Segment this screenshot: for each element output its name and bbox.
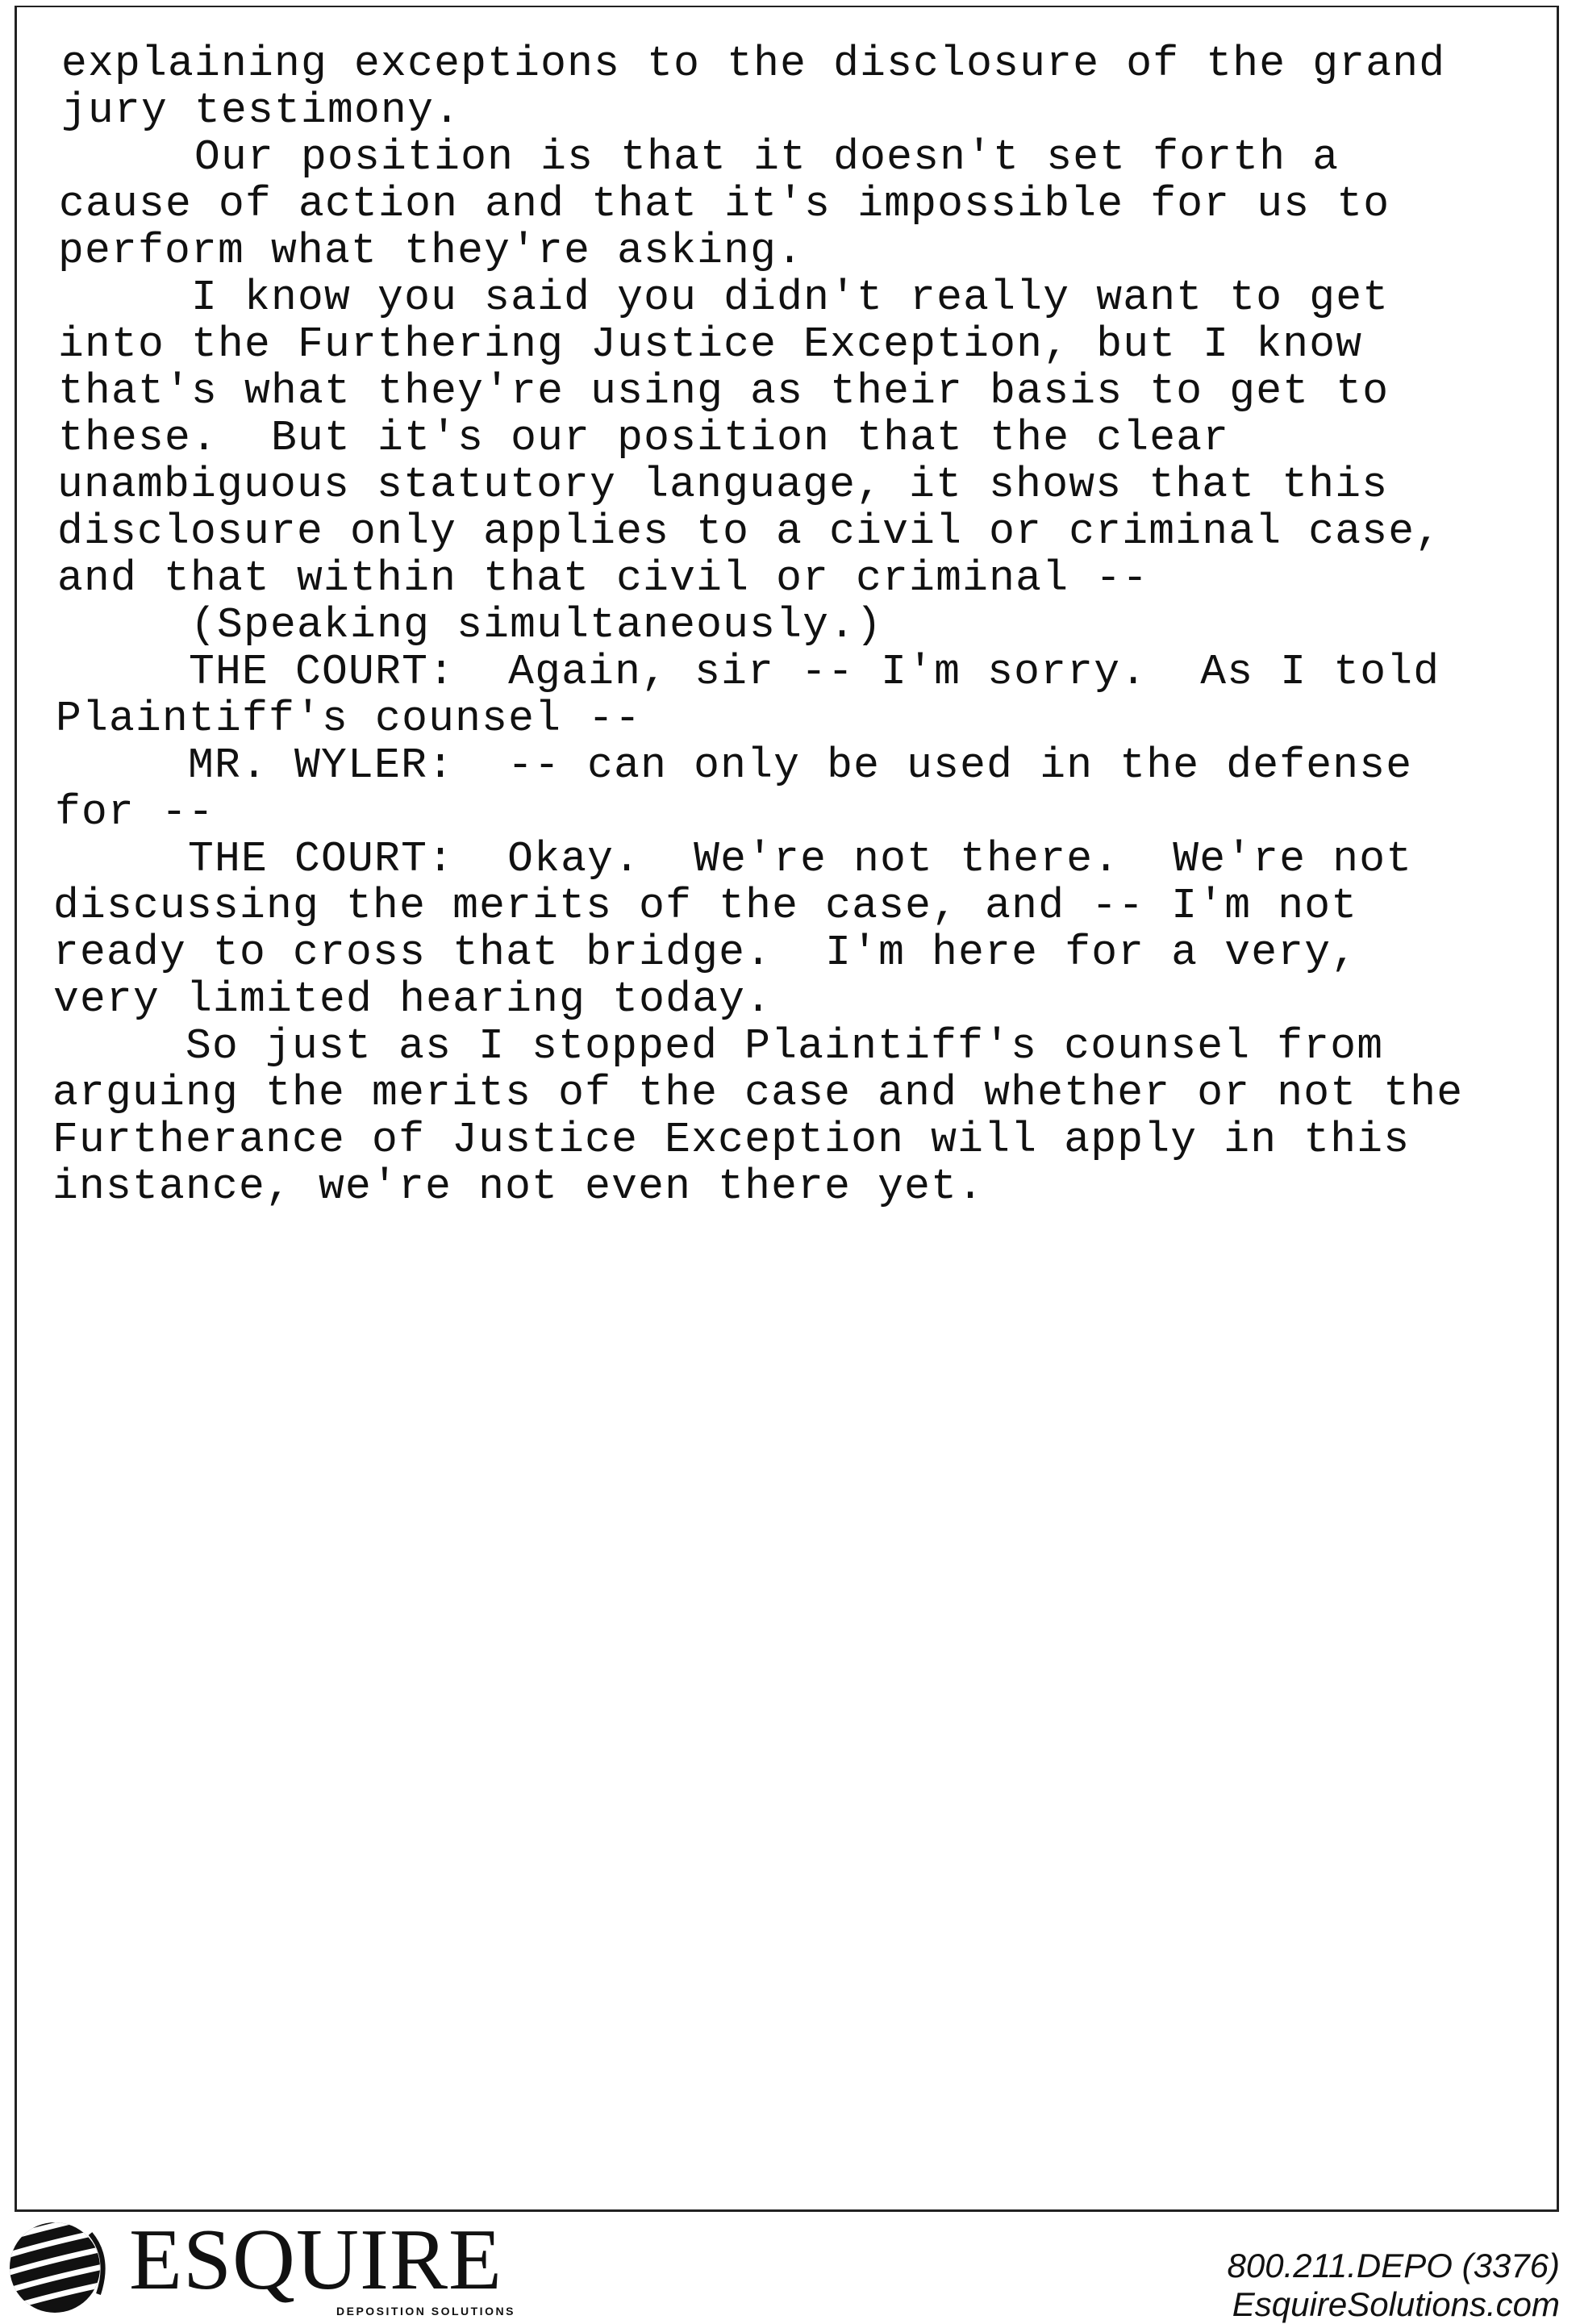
transcript-line: discussing the merits of the case, and -- I'm not <box>53 882 1358 930</box>
transcript-line: perform what they're asking. <box>58 227 804 275</box>
transcript-line: explaining exceptions to the disclosure of the grand <box>61 40 1446 88</box>
transcript-line: and that within that civil or criminal -- <box>57 554 1149 603</box>
transcript-line: these. But it's our position that the clear <box>58 414 1230 462</box>
transcript-line: Our position is that it doesn't set forth a <box>61 133 1340 181</box>
logo-wordmark: ESQUIRE <box>129 2212 502 2308</box>
transcript-page <box>15 6 1559 2212</box>
website-link[interactable]: EsquireSolutions.com <box>1232 2285 1560 2323</box>
page-footer <box>0 2212 1580 2323</box>
transcript-line: Plaintiff's counsel -- <box>56 695 642 743</box>
contact-info <box>1228 2247 1560 2324</box>
transcript-line: arguing the merits of the case and whether or not the <box>52 1069 1464 1117</box>
transcript-line: cause of action and that it's impossible for us to <box>59 180 1390 228</box>
transcript-line: So just as I stopped Plaintiff's counsel from <box>52 1022 1384 1070</box>
transcript-line: into the Furthering Justice Exception, but I know <box>58 320 1363 369</box>
transcript-line: ready to cross that bridge. I'm here for a very, <box>53 928 1358 977</box>
transcript-line: that's what they're using as their basis to get to <box>58 367 1390 415</box>
transcript-line: Furtherance of Justice Exception will apply in this <box>52 1116 1411 1164</box>
transcript-line: THE COURT: Okay. We're not there. We're not <box>55 835 1413 883</box>
transcript-line: I know you said you didn't really want to get <box>58 273 1390 322</box>
transcript-line: MR. WYLER: -- can only be used in the defense <box>55 741 1413 790</box>
transcript-line: for -- <box>55 788 215 837</box>
esquire-logo <box>2 2214 550 2319</box>
phone-number: 800.211.DEPO (3376) <box>1227 2247 1560 2284</box>
transcript-line: THE COURT: Again, sir -- I'm sorry. As I told <box>56 648 1440 696</box>
transcript-line: disclosure only applies to a civil or criminal case, <box>57 507 1442 556</box>
esquire-globe-icon <box>2 2218 115 2316</box>
transcript-line: very limited hearing today. <box>53 975 773 1024</box>
logo-tagline: DEPOSITION SOLUTIONS <box>336 2305 515 2318</box>
transcript-line: (Speaking simultaneously.) <box>57 601 883 649</box>
transcript-line: unambiguous statutory language, it shows that this <box>57 461 1389 509</box>
transcript-line: instance, we're not even there yet. <box>52 1162 985 1211</box>
transcript-line: jury testimony. <box>61 86 461 135</box>
